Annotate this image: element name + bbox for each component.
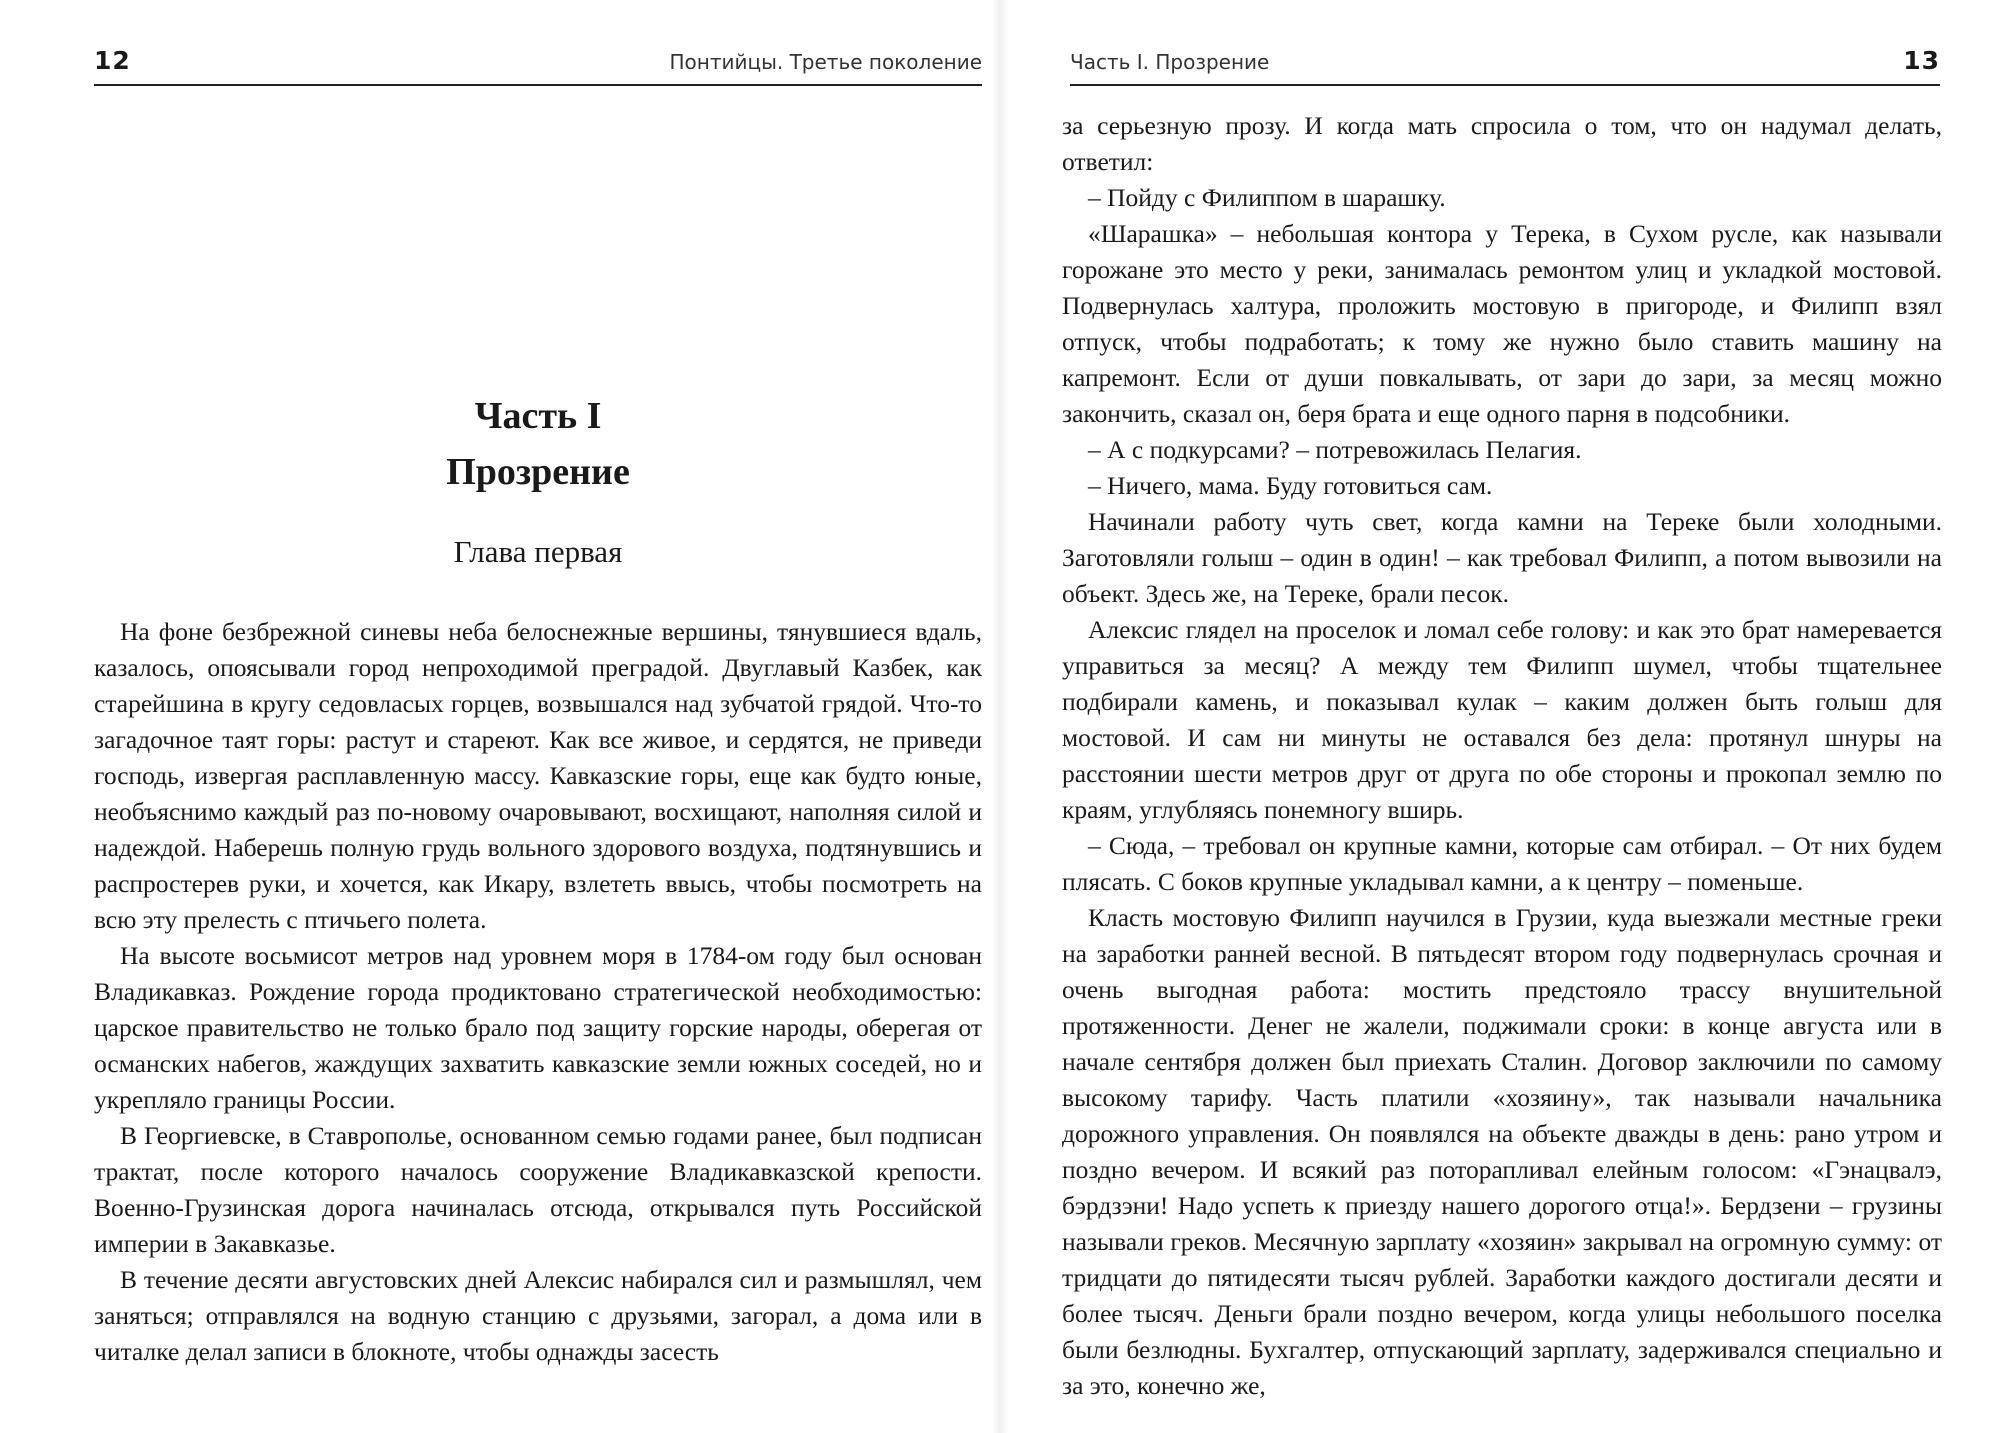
paragraph: В течение десяти августовских дней Алексис набирался сил и размышлял, чем заняться; отправлялся на водную станцию с друзьями, загорал, а дома или в читалке делал записи в блокноте, чтобы однажды засесть (94, 1265, 982, 1366)
paragraph: В Георгиевске, в Ставрополье, основанном семью годами ранее, был подписан трактат, после которого началось сооружение Владикавказской крепости. Военно-Грузинская дорога начиналась отсюда, открывался путь Российской империи в Закавказье. (94, 1121, 982, 1258)
paragraph-continued: за серьезную прозу. И когда мать спросила о том, что он надумал делать, ответил: (1062, 111, 1942, 176)
paragraph: Начинали работу чуть свет, когда камни на Тереке были холодными. Заготовляли голыш – один в один! – как требовал Филипп, а потом вывозили на объект. Здесь же, на Тереке, брали песок. (1062, 507, 1942, 608)
left-running-head (94, 44, 982, 86)
right-running-head (1070, 44, 1940, 86)
paragraph: – Ничего, мама. Буду готовиться сам. (1088, 471, 1493, 500)
paragraph: На высоте восьмисот метров над уровнем моря в 1784-ом году был основан Владикавказ. Рождение города продиктовано стратегической необходимостью: царское правительство не только брало под защиту горские народы, оберегая от османских набегов, жаждущих захватить кавказские земли южных соседей, но и укрепляло границы России. (94, 941, 982, 1114)
part-title-line-2: Прозрение (446, 451, 630, 493)
left-running-title: Понтийцы. Третье поколение (669, 50, 982, 74)
right-body-text (1062, 108, 1942, 1404)
right-page-number: 13 (1903, 46, 1940, 75)
paragraph: Алексис глядел на проселок и ломал себе голову: и как это брат намеревается управиться за месяц? А между тем Филипп шумел, чтобы тщательнее подбирали камень, и показывал кулак – каким должен быть голыш для мостовой. И сам ни минуты не оставался без дела: протянул шнуры на расстоянии шести метров друг от друга по обе стороны и прокопал землю по краям, углубляясь понемногу вширь. (1062, 615, 1942, 824)
paragraph: Класть мостовую Филипп научился в Грузии, куда выезжали местные греки на заработки ранней весной. В пятьдесят втором году подвернулась срочная и очень выгодная работа: мостить предстояло трассу внушительной протяженности. Денег не жалели, поджимали сроки: в конце августа или в начале сентября должен был приехать Сталин. Договор заключили по самому высокому тарифу. Часть платили «хозяину», так называли начальника дорожного управления. Он появлялся на объекте дважды в день: рано утром и поздно вечером. И всякий раз поторапливал елейным голосом: «Гэнацвалэ, бэрдзэни! Надо успеть к приезду нашего дорогого отца!». Бердзени – грузины называли греков. Месячную зарплату «хозяин» закрывал на огромную сумму: от тридцати до пятидесяти тысяч рублей. Заработки каждого достигали десяти и более тысяч. Деньги брали поздно вечером, когда улицы небольшого поселка были безлюдны. Бухгалтер, отпускающий зарплату, задерживался специально и за это, конечно же, (1062, 903, 1942, 1400)
part-title-line-1: Часть I (474, 395, 602, 437)
paragraph: – Сюда, – требовал он крупные камни, которые сам отбирал. – От них будем плясать. С боков крупные укладывал камни, а к центру – поменьше. (1062, 831, 1942, 896)
paragraph: «Шарашка» – небольшая контора у Терека, в Сухом русле, как называли горожане это место у реки, занималась ремонтом улиц и укладкой мостовой. Подвернулась халтура, проложить мостовую в пригороде, и Филипп взял отпуск, чтобы подработать; к тому же нужно было ставить машину на капремонт. Если от души повкалывать, от зари до зари, за месяц можно закончить, сказал он, беря брата и еще одного парня в подсобники. (1062, 219, 1942, 428)
paragraph: – Пойду с Филиппом в шарашку. (1088, 183, 1446, 212)
right-running-title: Часть I. Прозрение (1070, 50, 1270, 74)
left-page-number: 12 (94, 46, 131, 75)
paragraph: На фоне безбрежной синевы неба белоснежные вершины, тянувшиеся вдаль, казалось, опоясывали город непроходимой преградой. Двуглавый Казбек, как старейшина в кругу седовласых горцев, возвышался над зубчатой грядой. Что-то загадочное таят горы: растут и стареют. Как все живое, и сердятся, не приведи господь, извергая расплавленную массу. Кавказские горы, еще как будто юные, необъяснимо каждый раз по-новому очаровывают, восхищают, наполняя силой и надеждой. Наберешь полную грудь вольного здорового воздуха, подтянувшись и распростерев руки, и хочется, как Икару, взлететь ввысь, чтобы посмотреть на всю эту прелесть с птичьего полета. (94, 617, 982, 934)
right-page (1000, 0, 2000, 1433)
paragraph: – А с подкурсами? – потревожилась Пелагия. (1088, 435, 1582, 464)
left-body-text (94, 614, 982, 1370)
chapter-title: Глава первая (453, 534, 623, 569)
part-title (94, 388, 982, 500)
